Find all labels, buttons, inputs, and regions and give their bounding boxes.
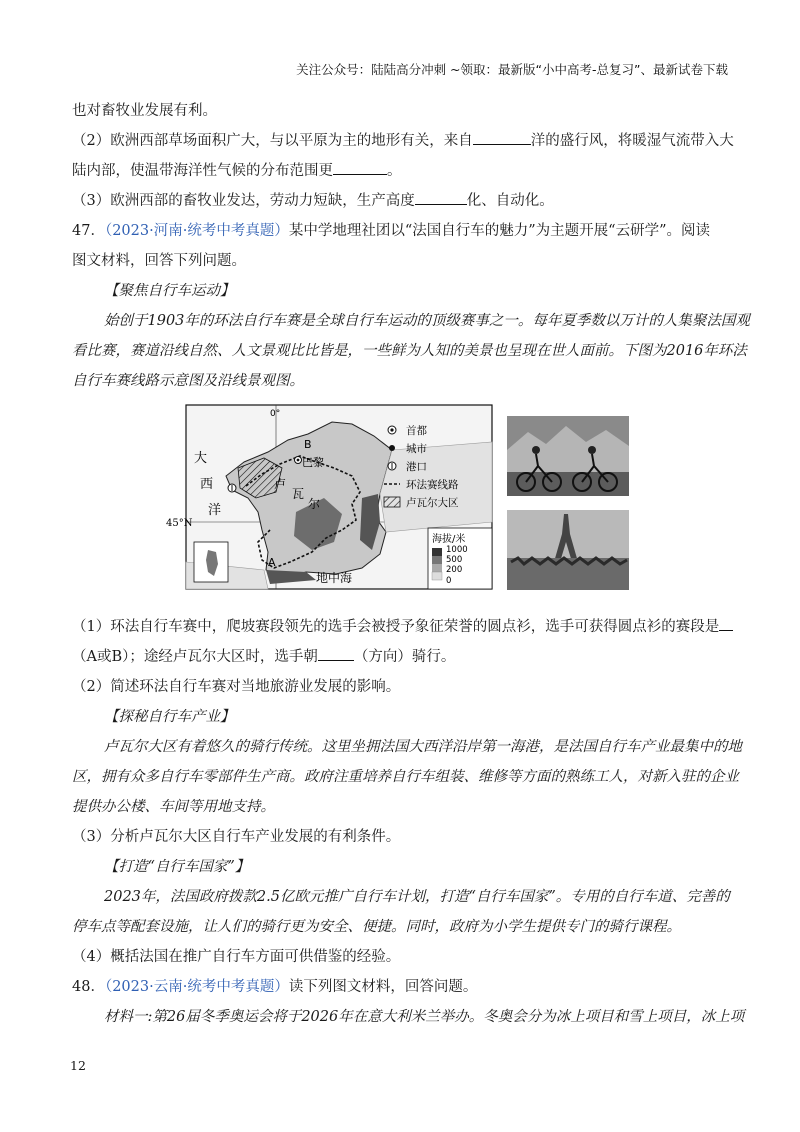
- elevation-tick: 1000: [446, 545, 468, 555]
- answer-blank[interactable]: [318, 647, 354, 661]
- ocean-label: 洋: [208, 503, 222, 518]
- section-title: 【打造“自行车国家”】: [104, 859, 250, 875]
- rider-head: [532, 446, 540, 454]
- legend-capital-dot: [390, 428, 393, 431]
- text: 洋的盛行风，将暖湿气流带入大: [530, 133, 734, 149]
- text: （1）环法自行车赛中，爬坡赛段领先的选手会被授予象征荣誉的圆点衫，选手可获得圆点衫的赛段是: [72, 619, 720, 635]
- question-48-head: [72, 977, 477, 997]
- region-label: 卢: [274, 477, 287, 491]
- text-line: 2023年，法国政府拨款2.5亿欧元推广自行车计划，打造“自行车国家”。专用的自行车道、完善的: [104, 889, 730, 905]
- elevation-swatch: [432, 556, 442, 564]
- question-46-3: [72, 191, 554, 211]
- text: （A或B）；途经卢瓦尔大区时，选手朝: [72, 649, 318, 665]
- legend-label: 港口: [406, 461, 427, 473]
- figure-france-map: [166, 402, 638, 602]
- question-source: （2023·云南·统考中考真题）: [104, 979, 289, 995]
- question-46-2-cont: [72, 161, 402, 181]
- legend-region-icon: [384, 497, 400, 507]
- text: 陆内部，使温带海洋性气候的分布范围更: [72, 163, 333, 179]
- eiffel-tower-race-photo: [507, 510, 629, 590]
- section-title: 【探秘自行车产业】: [104, 709, 235, 725]
- answer-blank[interactable]: [415, 191, 467, 205]
- capital-label: 巴黎: [302, 456, 324, 469]
- elevation-legend: [428, 528, 492, 589]
- text-line: 区，拥有众多自行车零部件生产商。政府注重培养自行车组装、维修等方面的熟练工人，对新入驻的企业: [72, 769, 739, 785]
- text-line: 自行车赛线路示意图及沿线景观图。: [72, 373, 304, 389]
- question-47-4: （4）概括法国在推广自行车方面可供借鉴的经验。: [72, 949, 401, 965]
- text-line: 卢瓦尔大区有着悠久的骑行传统。这里坐拥法国大西洋沿岸第一海港，是法国自行车产业最集中的地: [104, 739, 742, 755]
- question-47-2: （2）简述环法自行车赛对当地旅游业发展的影响。: [72, 679, 401, 695]
- question-number: 47．: [72, 223, 105, 239]
- question-46-2: [72, 131, 734, 151]
- ocean-label: 西: [200, 477, 214, 492]
- elevation-tick: 200: [446, 565, 463, 575]
- elevation-swatch: [432, 548, 442, 556]
- rider-head: [588, 446, 596, 454]
- text-line: 停车点等配套设施，让人们的骑行更为安全、便捷。同时，政府为小学生提供专门的骑行课程。: [72, 919, 681, 935]
- answer-blank[interactable]: [473, 131, 531, 145]
- photo-road: [507, 472, 629, 496]
- question-source: （2023·河南·统考中考真题）: [104, 223, 289, 239]
- sea-label: 地中海: [316, 571, 353, 585]
- text-line: 看比赛，赛道沿线自然、人文景观比比皆是，一些鲜为人知的美景也呈现在世人面前。下图为2016年环法: [72, 343, 747, 359]
- text: （2）欧洲西部草场面积广大，与以平原为主的地形有关，来自: [72, 133, 473, 149]
- legend-city-icon: [389, 445, 395, 451]
- elevation-swatch: [432, 564, 442, 572]
- page-header: 关注公众号：陆陆高分冲刺 ~领取：最新版“小中高考-总复习”、最新试卷下载: [296, 62, 728, 77]
- text: （3）欧洲西部的畜牧业发达，劳动力短缺，生产高度: [72, 193, 415, 209]
- text: 某中学地理社团以“法国自行车的魅力”为主题开展“云研学”。阅读: [288, 223, 710, 239]
- elevation-swatch: [432, 572, 442, 580]
- answer-blank[interactable]: [333, 161, 387, 175]
- text-line: 材料一:第26届冬季奥运会将于2026年在意大利米兰举办。冬奥会分为冰上项目和雪上项目，冰上项: [104, 1009, 745, 1025]
- elevation-title: 海拔/米: [432, 534, 466, 545]
- text: 。: [387, 163, 402, 179]
- text-line: 始创于1903年的环法自行车赛是全球自行车运动的顶级赛事之一。每年夏季数以万计的人集聚法国观: [104, 313, 750, 329]
- text-line: 提供办公楼、车间等用地支持。: [72, 799, 275, 815]
- route-mark-b: B: [304, 438, 312, 451]
- text-line: 也对畜牧业发展有利。: [72, 103, 217, 119]
- capital-dot: [297, 459, 300, 462]
- question-47-1-cont: [72, 647, 455, 667]
- question-47-1: [72, 617, 733, 637]
- text-line: 图文材料，回答下列问题。: [72, 253, 246, 269]
- text: （方向）骑行。: [353, 649, 456, 665]
- region-label: 瓦: [292, 487, 305, 501]
- section-title: 【聚焦自行车运动】: [104, 283, 235, 299]
- question-47-head: [72, 221, 710, 241]
- region-label: 尔: [308, 497, 321, 511]
- text: 化、自动化。: [466, 193, 554, 209]
- legend-label: 卢瓦尔大区: [406, 497, 459, 509]
- legend-label: 城市: [406, 443, 427, 455]
- page-number: 12: [70, 1058, 86, 1073]
- text: 读下列图文材料，回答问题。: [288, 979, 478, 995]
- elevation-tick: 500: [446, 555, 463, 565]
- ocean-label: 大: [194, 451, 208, 466]
- meridian-label: 0°: [270, 409, 281, 419]
- parallel-label: 45°N: [166, 518, 193, 529]
- route-mark-a: A: [268, 556, 276, 569]
- elevation-tick: 0: [446, 576, 452, 586]
- question-47-3: （3）分析卢瓦尔大区自行车产业发展的有利条件。: [72, 829, 401, 845]
- question-number: 48．: [72, 979, 105, 995]
- legend-label: 首都: [406, 425, 427, 437]
- cyclists-photo: [507, 416, 629, 496]
- legend-label: 环法赛线路: [406, 479, 459, 491]
- answer-blank[interactable]: [719, 617, 733, 631]
